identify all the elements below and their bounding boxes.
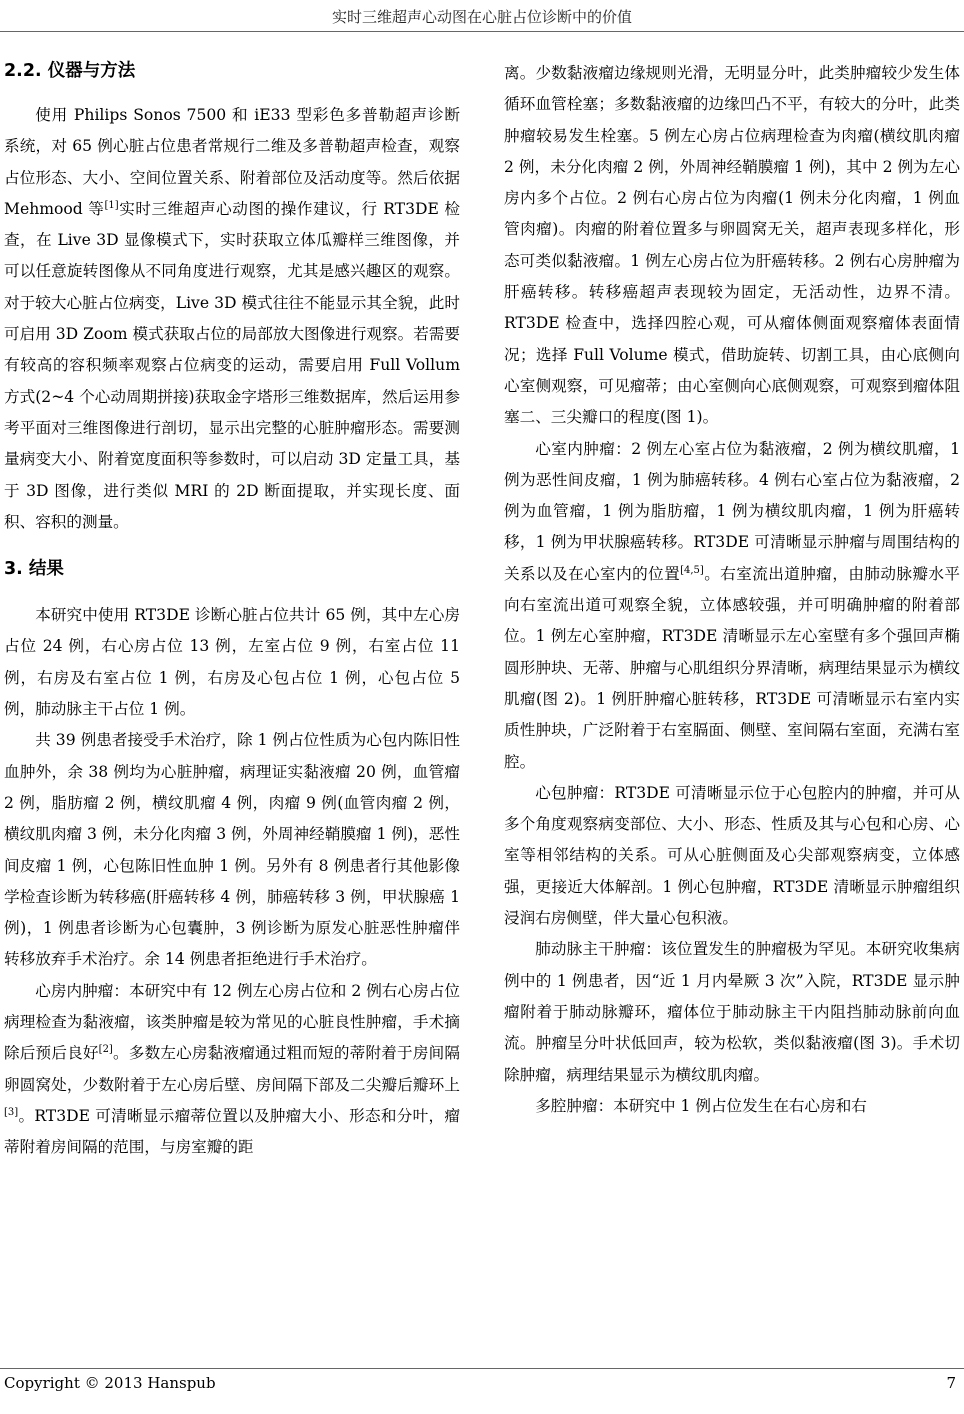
paragraph-results-summary: 本研究中使用 RT3DE 诊断心脏占位共计 65 例，其中左心房占位 24 例，右心房占位 13 例，左室占位 9 例，右室占位 11 例，右房及右室占位 1 例，右房及心包占位 1 例，心包占位 5 例，肺动脉主干占位 1 例。: [4, 606, 460, 719]
copyright-notice: Copyright © 2013 Hanspub: [4, 1374, 216, 1392]
right-column: [504, 58, 960, 1122]
citation-ref: [1]: [104, 199, 119, 211]
paragraph-text: 心房内肿瘤：本研究中有 12 例左心房占位和 2 例右心房占位病理检查为黏液瘤，该类肿瘤是较为常见的心脏良性肿瘤，手术摘除后预后良好: [4, 981, 460, 1063]
paragraph-pericardial-tumors: 心包肿瘤：RT3DE 可清晰显示位于心包腔内的肿瘤，并可从多个角度观察病变部位、大小、形态、性质及其与心包和心房、心室等相邻结构的关系。可从心脏侧面及心尖部观察病变，立体感强，更接近大体解剖。1 例心包肿瘤，RT3DE 清晰显示肿瘤组织浸润右房侧壁，伴大量心包积液。: [504, 783, 960, 928]
citation-ref: [4,5]: [680, 564, 704, 576]
footer-rule: [0, 1368, 964, 1369]
paragraph-atrial-tumors: [4, 976, 460, 1164]
paragraph-text: 。多数左心房黏液瘤通过粗而短的蒂附着于房间隔卵圆窝处，少数附着于左心房后壁、房间隔下部及二尖瓣后瓣环上: [4, 1044, 460, 1094]
paragraph-methods: [4, 100, 460, 538]
paragraph-atrial-continued: 离。少数黏液瘤边缘规则光滑，无明显分叶，此类肿瘤较少发生体循环血管栓塞；多数黏液瘤的边缘凹凸不平，有较大的分叶，此类肿瘤较易发生栓塞。5 例左心房占位病理检查为肉瘤(横纹肌肉瘤 2 例，未分化肉瘤 2 例，外周神经鞘膜瘤 1 例)，其中 2 例为左心房内多个占位。2 例右心房占位为肉瘤(1 例未分化肉瘤，1 例血管肉瘤)。肉瘤的附着位置多与卵圆窝无关，超声表现多样化，形态可类似黏液瘤。1 例左心房占位为肝癌转移。2 例右心房肿瘤为肝癌转移。转移癌超声表现较为固定，无活动性，边界不清。RT3DE 检查中，选择四腔心观，可从瘤体侧面观察瘤体表面情况；选择 Full Volume 模式，借助旋转、切割工具，由心底侧向心室侧观察，可见瘤蒂；由心室侧向心底侧观察，可观察到瘤体阻塞二、三尖瓣口的程度(图 1)。: [504, 64, 960, 427]
paragraph-text: 。右室流出道肿瘤，由肺动脉瓣水平向右室流出道可观察全貌，立体感较强，并可明确肿瘤的附着部位。1 例左心室肿瘤，RT3DE 清晰显示左心室壁有多个强回声椭圆形肿块、无蒂、肿瘤与心肌组织分界清晰，病理结果显示为横纹肌瘤(图 2)。1 例肝肿瘤心脏转移，RT3DE 可清晰显示右室内实质性肿块，广泛附着于右室膈面、侧壁、室间隔右室面，充满右室腔。: [504, 564, 960, 771]
citation-ref: [2]: [98, 1044, 113, 1056]
citation-ref: [3]: [4, 1106, 19, 1118]
left-column: [4, 50, 460, 1164]
section-heading-2-2: 2.2. 仪器与方法: [4, 61, 136, 81]
paragraph-text: 心室内肿瘤：2 例左心室占位为黏液瘤，2 例为横纹肌瘤，1 例为恶性间皮瘤，1 例为肺癌转移。4 例右心室占位为黏液瘤，2 例为血管瘤，1 例为脂肪瘤，1 例为横纹肌肉瘤，1 例为肝癌转移，1 例为甲状腺癌转移。RT3DE 可清晰显示肿瘤与周围结构的关系以及在心室内的位置: [504, 439, 960, 583]
header-rule: [0, 31, 964, 32]
paragraph-surgery: 共 39 例患者接受手术治疗，除 1 例占位性质为心包内陈旧性血肿外，余 38 例均为心脏肿瘤，病理证实黏液瘤 20 例，血管瘤 2 例，脂肪瘤 2 例，横纹肌瘤 4 例，肉瘤 9 例(血管肉瘤 2 例，横纹肌肉瘤 3 例，未分化肉瘤 3 例，外周神经鞘膜瘤 1 例)，恶性间皮瘤 1 例，心包陈旧性血肿 1 例。另外有 8 例患者行其他影像学检查诊断为转移癌(肝癌转移 4 例，肺癌转移 3 例，甲状腺癌 1 例)，1 例患者诊断为心包囊肿，3 例诊断为原发心脏恶性肿瘤伴转移放弃手术治疗。余 14 例患者拒绝进行手术治疗。: [4, 731, 460, 969]
paragraph-ventricular-tumors: [504, 434, 960, 778]
page-number: 7: [946, 1374, 956, 1392]
running-title: 实时三维超声心动图在心脏占位诊断中的价值: [331, 8, 632, 26]
paragraph-text: 实时三维超声心动图的操作建议，行 RT3DE 检查，在 Live 3D 显像模式下，实时获取立体瓜瓣样三维图像，并可以任意旋转图像从不同角度进行观察，尤其是感兴趣区的观察。对于较大心脏占位病变，Live 3D 模式往往不能显示其全貌，此时可启用 3D Zoom 模式获取占位的局部放大图像进行观察。若需要有较高的容积频率观察占位病变的运动，需要启用 Full Vollum 方式(2~4 个心动周期拼接)获取金字塔形三维数据库，然后运用参考平面对三维图像进行剖切，显示出完整的心脏肿瘤形态。需要测量病变大小、附着宽度面积等参数时，可以启动 3D 定量工具，基于 3D 图像，进行类似 MRI 的 2D 断面提取，并实现长度、面积、容积的测量。: [4, 199, 460, 531]
paragraph-pulmonary-trunk-tumor: 肺动脉主干肿瘤：该位置发生的肿瘤极为罕见。本研究收集病例中的 1 例患者，因“近 1 月内晕厥 3 次”入院，RT3DE 显示肿瘤附着于肺动脉瓣环，瘤体位于肺动脉主干内阻挡肺动脉前向血流。肿瘤呈分叶状低回声，较为松软，类似黏液瘤(图 3)。手术切除肿瘤，病理结果显示为横纹肌肉瘤。: [504, 940, 960, 1084]
section-heading-3: 3. 结果: [4, 559, 64, 580]
paragraph-multichamber-tumor: 多腔肿瘤：本研究中 1 例占位发生在右心房和右: [535, 1096, 867, 1115]
paragraph-text: 。RT3DE 可清晰显示瘤蒂位置以及肿瘤大小、形态和分叶，瘤蒂附着房间隔的范围，与房室瓣的距: [4, 1106, 460, 1157]
paragraph-text: 使用 Philips Sonos 7500 和 iE33 型彩色多普勒超声诊断系统，对 65 例心脏占位患者常规行二维及多普勒超声检查，观察占位形态、大小、空间位置关系、附着部位及活动度等。然后依据 Mehmood 等: [4, 106, 460, 218]
